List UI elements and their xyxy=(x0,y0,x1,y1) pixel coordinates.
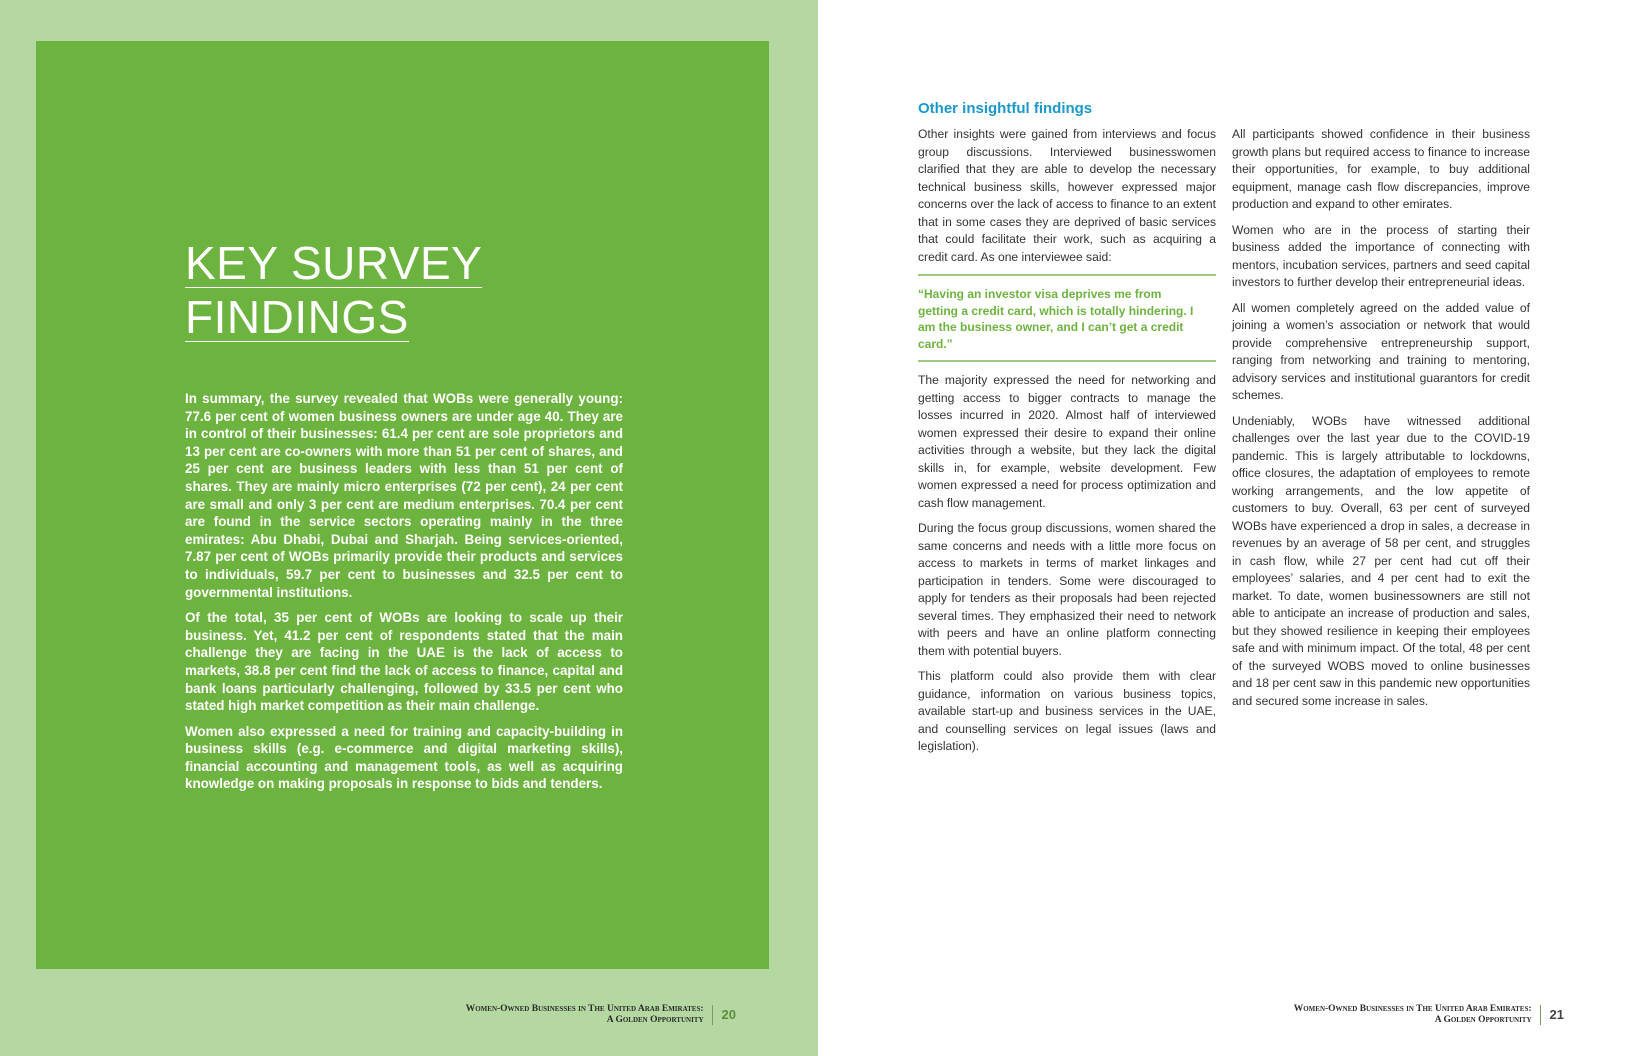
heading-line-1: KEY SURVEY xyxy=(185,237,483,289)
column-2-paragraph-3: All women completely agreed on the added value of joining a women’s association or network that would provide comprehensive entrepreneurship support, ranging from networking and training to mentoring, advisory services and institutional guarantors for credit schemes. xyxy=(1232,300,1530,402)
footer-left-line-2: A Golden Opportunity xyxy=(606,1015,704,1025)
summary-text xyxy=(185,390,623,801)
page-number-right: 21 xyxy=(1540,1005,1564,1025)
footer-right-line-1: Women-Owned Businesses in The United Arab Emirates: xyxy=(1293,1004,1532,1014)
heading-line-2: FINDINGS xyxy=(185,291,409,343)
text-column-2 xyxy=(1232,126,1530,718)
footer-left-line-1: Women-Owned Businesses in The United Arab Emirates: xyxy=(465,1004,704,1014)
summary-paragraph-3: Women also expressed a need for training and capacity-building in business skills (e.g. e-commerce and digital marketing skills), financial accounting and management tools, as well as acquiring knowledge on making proposals in response to bids and tenders. xyxy=(185,723,623,792)
summary-paragraph-2: Of the total, 35 per cent of WOBs are looking to scale up their business. Yet, 41.2 per cent of respondents stated that the main challenge they are facing in the UAE is the lack of access to markets, 38.8 per cent find the lack of access to finance, capital and bank loans particularly challenging, followed by 33.5 per cent who stated high market competition as their main challenge. xyxy=(185,610,623,714)
footer-right xyxy=(1294,1004,1564,1026)
footer-left xyxy=(466,1004,736,1026)
column-1-paragraph-1: Other insights were gained from interviews and focus group discussions. Interviewed businesswomen clarified that they are able to develop the necessary technical business skills, however expressed major concerns over the lack of access to finance to an extent that in some cases they are deprived of basic services that could facilitate their work, such as acquiring a credit card. As one interviewee said: xyxy=(918,127,1216,264)
pull-quote: “Having an investor visa deprives me from getting a credit card, which is totally hindering. I am the business owner, and I can’t get a credit card.” xyxy=(918,274,1216,362)
text-column-1 xyxy=(918,126,1216,764)
column-2-paragraph-4: Undeniably, WOBs have witnessed additional challenges over the last year due to the COVID-19 pandemic. This is largely attributable to lockdowns, office closures, the adaptation of employees to remote working arrangements, and the low appetite of customers to buy. Overall, 63 per cent of surveyed WOBs have experienced a drop in sales, a decrease in revenues by an average of 58 per cent, and struggles in cash flow, while 27 per cent had cut off their employees’ salaries, and 4 per cent had to exit the market. To date, women businessowners are still not able to anticipate an increase of production and sales, but they showed resilience in keeping their employees safe and with minimum impact. Of the total, 48 per cent of the surveyed WOBS moved to online businesses and 18 per cent saw in this pandemic new opportunities and secured some increase in sales. xyxy=(1232,413,1530,708)
page-heading xyxy=(185,236,482,344)
footer-right-line-2: A Golden Opportunity xyxy=(1434,1015,1532,1025)
column-1-paragraph-2: The majority expressed the need for networking and getting access to bigger contracts to manage the losses incurred in 2020. Almost half of interviewed women expressed their desire to expand their online activities through a website, but they lack the digital skills in, for example, website development. Few women expressed a need for process optimization and cash flow management. xyxy=(918,373,1216,510)
page-number-left: 20 xyxy=(712,1005,736,1025)
section-title: Other insightful findings xyxy=(918,100,1093,117)
column-2-paragraph-2: Women who are in the process of starting their business added the importance of connecting with mentors, incubation services, partners and seed capital investors to further develop their entrepreneurial ideas. xyxy=(1232,222,1530,289)
column-1-paragraph-3: During the focus group discussions, women shared the same concerns and needs with a little more focus on access to markets in terms of market linkages and participation in tenders. Some were discouraged to apply for tenders as their proposals had been rejected several times. They emphasized their need to network with peers and have an online platform connecting them with potential buyers. xyxy=(918,521,1216,658)
summary-paragraph-1: In summary, the survey revealed that WOBs were generally young: 77.6 per cent of women business owners are under age 40. They are in control of their businesses: 61.4 per cent are sole proprietors and 13 per cent are co-owners with more than 51 per cent of shares, and 25 per cent are business leaders with less than 51 per cent of shares. They are mainly micro enterprises (72 per cent), 24 per cent are small and only 3 per cent are medium enterprises. 70.4 per cent are found in the service sectors operating mainly in the three emirates: Abu Dhabi, Dubai and Sharjah. Being services-oriented, 7.87 per cent of WOBs primarily provide their products and services to individuals, 59.7 per cent to businesses and 32.5 per cent to governmental institutions. xyxy=(185,391,623,600)
footer-right-title xyxy=(1294,1004,1540,1026)
column-1-paragraph-4: This platform could also provide them with clear guidance, information on various business topics, available start-up and business services in the UAE, and counselling services on legal issues (laws and legislation). xyxy=(918,669,1216,753)
footer-left-title xyxy=(466,1004,712,1026)
column-2-paragraph-1: All participants showed confidence in their business growth plans but required access to finance to increase their opportunities, for example, to buy additional equipment, manage cash flow discrepancies, improve production and expand to other emirates. xyxy=(1232,127,1530,211)
